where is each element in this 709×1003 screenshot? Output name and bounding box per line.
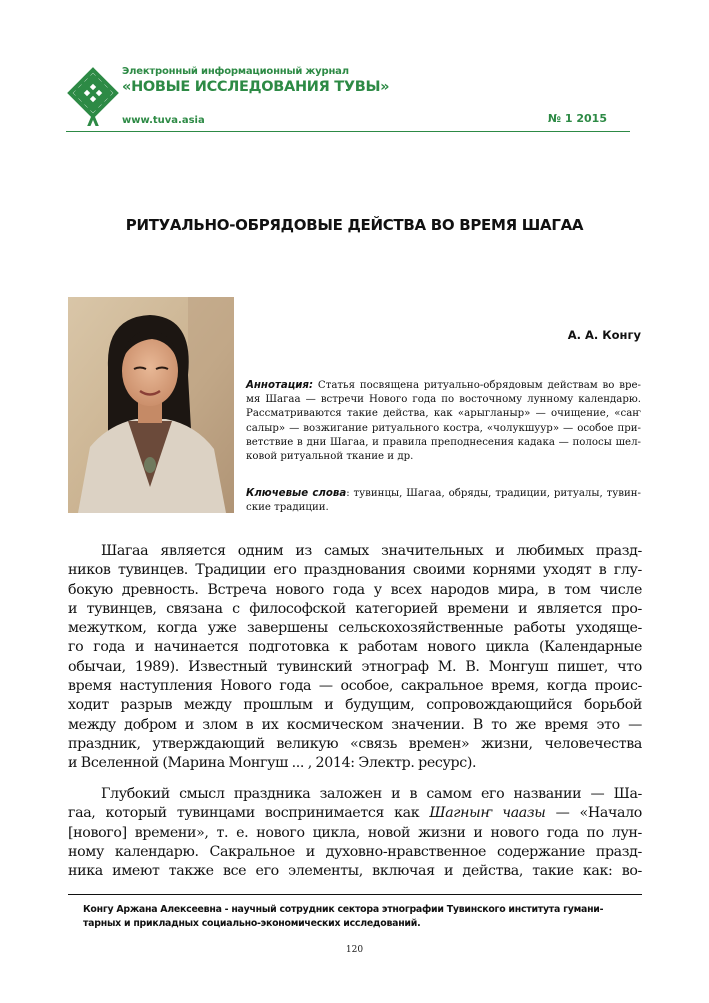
- text-line: и тувинцев, связана с философской категорией времени и является про-: [68, 600, 642, 617]
- keywords: [246, 487, 641, 515]
- text-line: го года и начинается подготовка к работам нового цикла (Календарные: [68, 639, 642, 656]
- text-fragment: — «Начало: [545, 805, 642, 822]
- issue-number: № 1 2015: [547, 112, 607, 125]
- text-line: ника имеют также все его элементы, включая и действа, такие как: во-: [68, 863, 642, 880]
- footnote-rule: [68, 894, 642, 895]
- footnote-line: тарных и прикладных социально-экономических исследований.: [83, 918, 421, 929]
- text-line: обычаи, 1989). Известный тувинский этнограф М. В. Монгуш пишет, что: [68, 658, 642, 675]
- footnote: [83, 903, 643, 931]
- annotation-label: Аннотация:: [246, 380, 314, 391]
- journal-logo-icon: [66, 66, 120, 132]
- footnote-line: Конгу Аржана Алексеевна - научный сотрудник сектора этнографии Тувинского института гумани-: [83, 904, 604, 915]
- annotation-line: Статья посвящена ритуально-обрядовым действам во вре-: [317, 380, 641, 391]
- journal-subtitle: Электронный информационный журнал: [122, 66, 349, 77]
- text-line-mixed: [68, 804, 642, 823]
- keywords-label: Ключевые слова: [246, 488, 347, 499]
- text-line: межутком, когда уже завершены сельскохозяйственные работы уходяще-: [68, 620, 642, 637]
- body-paragraph-1: [68, 542, 642, 774]
- journal-url[interactable]: www.tuva.asia: [122, 115, 205, 126]
- article-title: РИТУАЛЬНО-ОБРЯДОВЫЕ ДЕЙСТВА ВО ВРЕМЯ ШАГАА: [125, 216, 584, 234]
- text-line: и Вселенной (Марина Монгуш ... , 2014: Электр. ресурс).: [68, 755, 477, 772]
- annotation-line: Рассматриваются такие действа, как «арыгланыр» — очищение, «саҥ: [246, 408, 641, 420]
- text-line: ников тувинцев. Традиции его празднования своими корнями уходят в глу-: [68, 562, 642, 579]
- text-line: ному календарю. Сакральное и духовно-нравственное содержание празд-: [68, 843, 642, 860]
- page-number: 120: [345, 945, 364, 955]
- annotation-line: ветствие в дни Шагаа, и правила преподнесения кадака — полосы шел-: [246, 436, 641, 448]
- text-line: Шагаа является одним из самых значительных и любимых празд-: [101, 543, 642, 559]
- text-line: ходит разрыв между прошлым и будущим, сопровождающийся борьбой: [68, 697, 642, 714]
- annotation-line: мя Шагаа — встречи Нового года по восточному лунному календарю.: [246, 394, 641, 406]
- header-rule: [66, 131, 630, 132]
- text-line: праздник, утверждающий великую «связь времен» жизни, человечества: [68, 735, 642, 752]
- annotation-line: ковой ритуальной ткание и др.: [246, 451, 414, 463]
- annotation: [246, 379, 641, 464]
- text-fragment: гаа, который тувинцами воспринимается как: [68, 805, 430, 822]
- italic-term: Шагныҥ чаазы: [429, 805, 546, 822]
- text-line: [нового] времени», т. е. нового цикла, новой жизни и нового года по лун-: [68, 824, 642, 841]
- keywords-line: ские традиции.: [246, 502, 329, 514]
- annotation-line: салыр» — возжигание ритуального костра, «чолукшуур» — особое при-: [246, 422, 641, 434]
- journal-title: «НОВЫЕ ИССЛЕДОВАНИЯ ТУВЫ»: [122, 79, 390, 95]
- text-line: Глубокий смысл праздника заложен и в самом его названии — Ша-: [101, 786, 642, 802]
- author-photo: [68, 297, 234, 513]
- text-line: между добром и злом в их космическом значении. В то же время это —: [68, 716, 642, 733]
- author-name: А. А. Конгу: [567, 328, 641, 342]
- text-line: время наступления Нового года — особое, сакральное время, когда проис-: [68, 678, 642, 695]
- body-paragraph-2: [68, 785, 642, 881]
- text-line: бокую древность. Встреча нового года у всех народов мира, в том числе: [68, 581, 642, 598]
- keywords-line: : тувинцы, Шагаа, обряды, традиции, ритуалы, тувин-: [346, 488, 641, 499]
